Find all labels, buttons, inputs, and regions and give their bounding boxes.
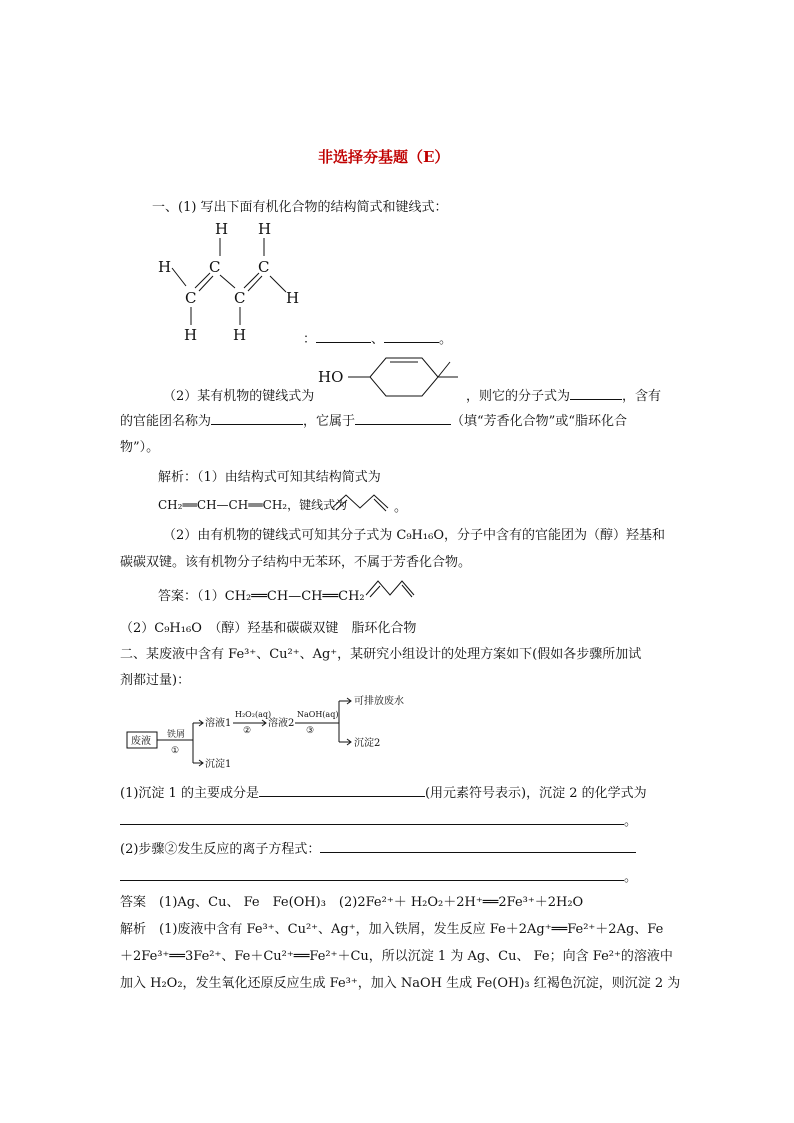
q2-line2: 剂都过量)： xyxy=(120,673,191,688)
answer-blank-formula[interactable] xyxy=(570,385,622,400)
q2-sub2-line2: 。 xyxy=(120,866,637,885)
analysis1-line3: 碳碳双键。该有机物分子结构中无苯环，不属于芳香化合物。 xyxy=(120,555,472,570)
q1-part2-line3: 物”）。 xyxy=(120,440,160,455)
analysis1-end: 。 xyxy=(394,500,408,515)
answer-blank-ionic-eq[interactable] xyxy=(320,838,636,853)
analysis1-formula: CH₂══CH—CH══CH₂，键线式为 xyxy=(158,498,348,512)
answer-blank-ppt1[interactable] xyxy=(259,782,425,797)
q2-sub1-line2: 。 xyxy=(120,810,637,829)
q2-sub2: (2)步骤②发生反应的离子方程式： xyxy=(120,838,636,857)
analysis2-line2: ＋2Fe³⁺══3Fe²⁺、Fe＋Cu²⁺══Fe²⁺＋Cu，所以沉淀 1 为 Ag、Cu、 Fe；向含 Fe²⁺的溶液中 xyxy=(120,949,673,964)
ho-label: HO xyxy=(318,368,344,386)
q1-part2-after: ，则它的分子式为 ，含有 xyxy=(466,385,661,404)
flow-sol2: 溶液2 xyxy=(268,718,295,729)
q1-part2-prefix: （2）某有机物的键线式为 xyxy=(163,389,315,404)
flow-ppt2: 沉淀2 xyxy=(354,738,381,749)
molecule-skeletal-icon xyxy=(318,352,466,400)
q2-sub1: (1)沉淀 1 的主要成分是 (用元素符号表示)，沉淀 2 的化学式为 xyxy=(120,782,647,801)
analysis1-label: 解析：（1）由结构式可知其结构简式为 xyxy=(158,470,381,485)
skeletal-line-icon-2 xyxy=(364,573,420,601)
skeletal-line-icon xyxy=(330,490,400,514)
q2-line1: 二、某废液中含有 Fe³⁺、Cu²⁺、Ag⁺，某研究小组设计的处理方案如下(假如各步骤所加试 xyxy=(120,647,642,662)
atom-c3: C xyxy=(258,258,270,276)
atom-h-left: H xyxy=(158,258,172,276)
answer2-line: 答案 (1)Ag、Cu、 Fe Fe(OH)₃ (2)2Fe²⁺＋ H₂O₂＋2H⁺══2Fe³⁺＋2H₂O xyxy=(120,895,584,910)
q1-intro: 一、(1) 写出下面有机化合物的结构简式和键线式： xyxy=(152,200,448,215)
answer-blank-classification[interactable] xyxy=(355,410,451,425)
answer-blank-skeletal[interactable] xyxy=(384,328,439,343)
atom-c1: C xyxy=(185,289,197,307)
atom-h-top1: H xyxy=(215,220,229,238)
answer1-line2: （2）C₉H₁₆O （醇）羟基和碳碳双键 脂环化合物 xyxy=(120,621,417,636)
atom-h-top2: H xyxy=(258,220,272,238)
answer-blank-functional-group[interactable] xyxy=(211,410,303,425)
analysis2-line1: 解析 (1)废液中含有 Fe³⁺、Cu²⁺、Ag⁺，加入铁屑，发生反应 Fe＋2Ag⁺══Fe²⁺＋2Ag、Fe xyxy=(120,922,664,937)
answer-blank-ppt2[interactable] xyxy=(120,810,624,825)
flow-reagent2: H₂O₂(aq) xyxy=(235,710,272,719)
flow-start: 废液 xyxy=(131,736,151,747)
atom-h-right: H xyxy=(286,289,300,307)
atom-c2: C xyxy=(209,258,221,276)
page-title: 非选择夯基题（E） xyxy=(318,148,450,166)
flow-reagent3: NaOH(aq) xyxy=(297,710,339,719)
answer1-line1: 答案：（1）CH₂══CH—CH══CH₂ xyxy=(158,589,365,604)
flow-reagent1: 铁屑 xyxy=(167,730,186,740)
answer-blank-structure[interactable] xyxy=(316,328,371,343)
atom-c4: C xyxy=(234,289,246,307)
flow-step1: ① xyxy=(171,746,180,756)
flow-sol1: 溶液1 xyxy=(205,718,232,729)
answer-blank-ionic-eq-2[interactable] xyxy=(120,866,624,881)
atom-h-bottom1: H xyxy=(184,326,198,344)
butadiene-structure xyxy=(150,218,310,348)
analysis2-line3: 加入 H₂O₂，发生氧化还原反应生成 Fe³⁺，加入 NaOH 生成 Fe(OH)₃ 红褐色沉淀，则沉淀 2 为 xyxy=(120,976,681,991)
analysis1-line2: （2）由有机物的键线式可知其分子式为 C₉H₁₆O，分子中含有的官能团为（醇）羟基和 xyxy=(163,528,665,543)
flow-out1: 可排放废水 xyxy=(354,696,404,707)
flow-ppt1: 沉淀1 xyxy=(205,759,232,770)
atom-h-bottom2: H xyxy=(233,326,247,344)
flow-step3: ③ xyxy=(306,726,315,736)
process-flow-diagram xyxy=(125,690,404,770)
q1-part2-line2: 的官能团名称为 ，它属于 （填“芳香化合物”或“脂环化合 xyxy=(120,410,627,429)
q1-answer-blanks: ： 、 。 xyxy=(303,328,452,347)
flow-step2: ② xyxy=(243,726,252,736)
